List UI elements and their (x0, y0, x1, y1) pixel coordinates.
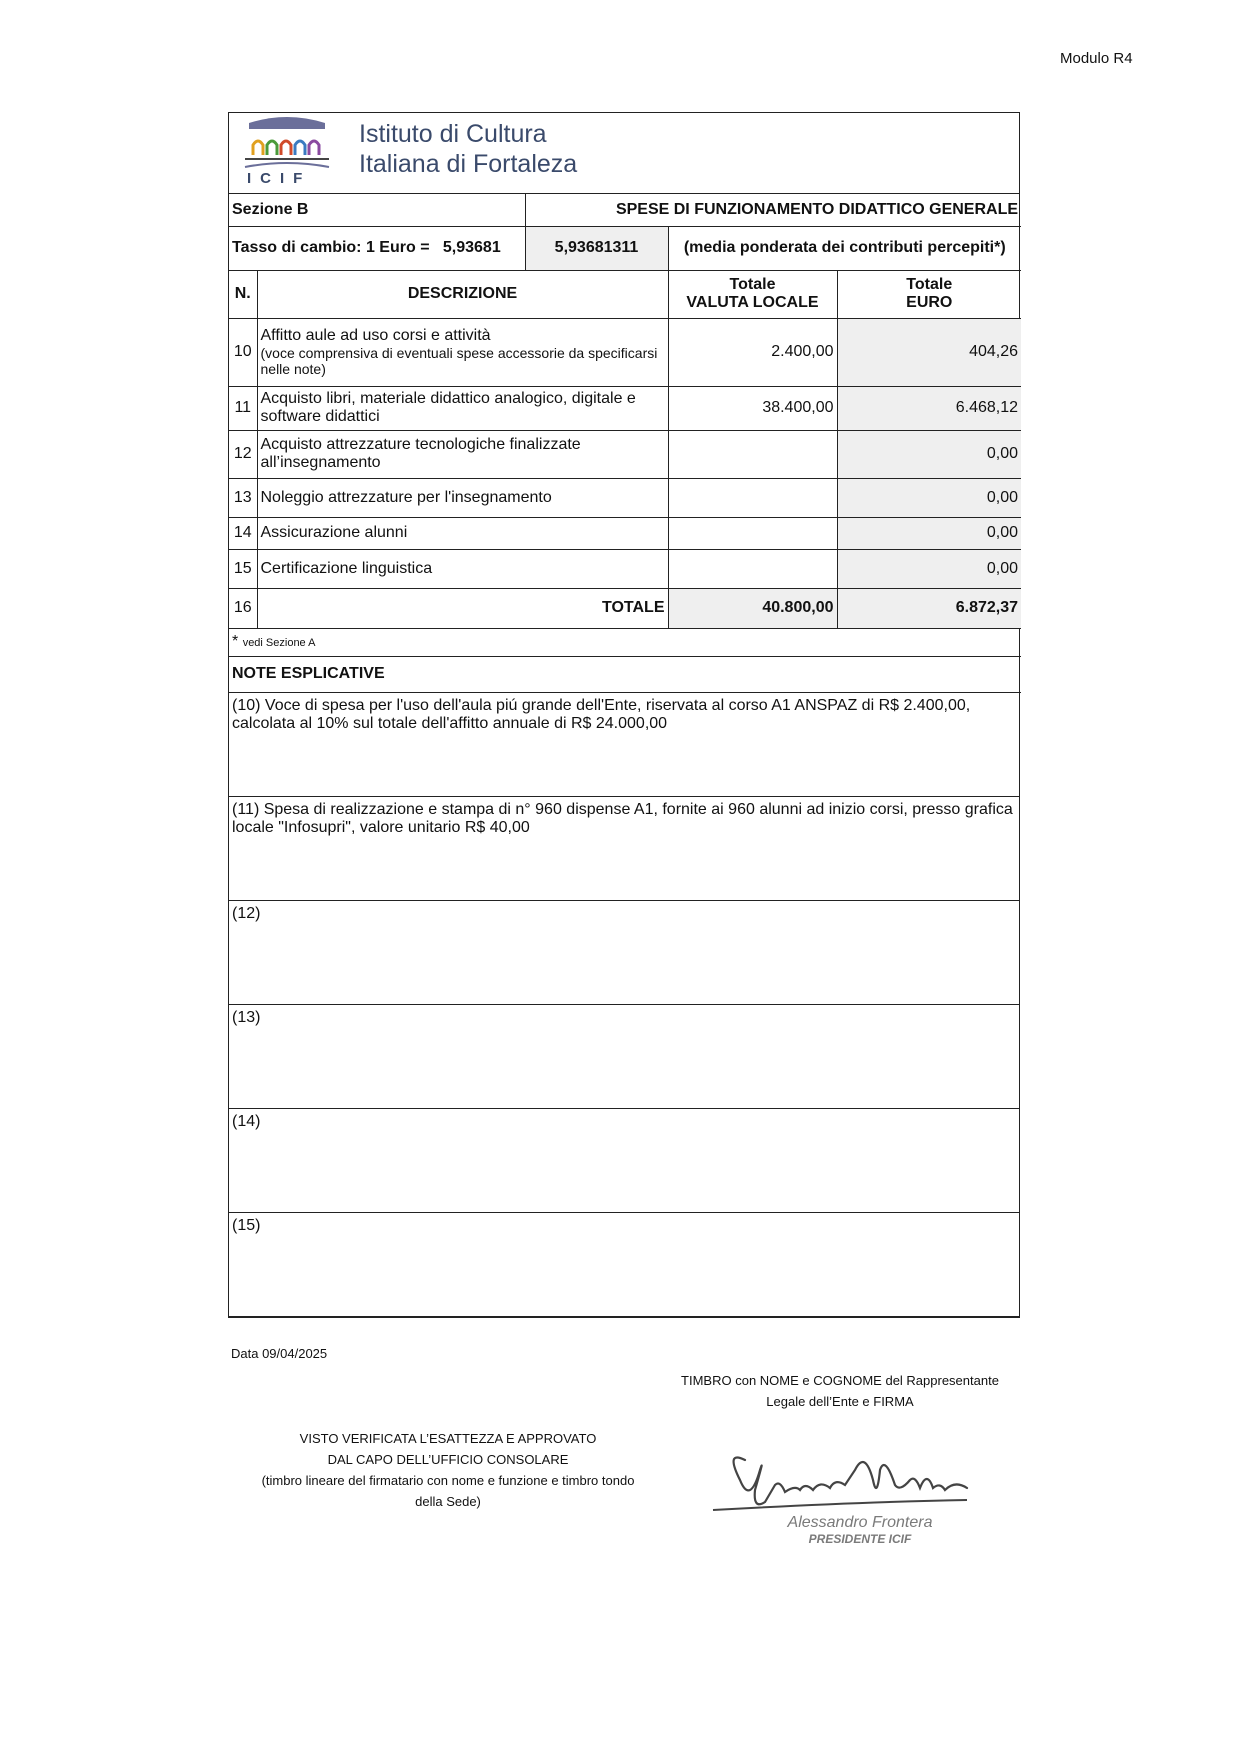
row-description: Acquisto libri, materiale didattico analogico, digitale e software didattici (257, 386, 668, 430)
footnote-text: vedi Sezione A (242, 637, 316, 649)
note-item: (15) (229, 1213, 1019, 1317)
row-description (257, 318, 668, 386)
column-header-description: DESCRIZIONE (257, 270, 668, 318)
column-header-local (668, 270, 837, 318)
stamp-name: Alessandro Frontera (787, 1514, 933, 1531)
row-euro-amount: 0,00 (837, 517, 1021, 549)
form-code: Modulo R4 (1060, 50, 1133, 67)
note-item: (10) Voce di spesa per l'uso dell'aula piú grande dell'Ente, riservata al corso A1 ANSPAZ di R$ 2.400,00, calcolata al 10% sul totale dell'affitto annuale di R$ 24.000,00 (229, 693, 1019, 797)
stamp-role: PRESIDENTE ICIF (808, 1532, 912, 1546)
note-item: (14) (229, 1109, 1019, 1213)
row-local-amount: 2.400,00 (668, 318, 837, 386)
column-header-n: N. (229, 270, 257, 318)
row-description: Noleggio attrezzature per l'insegnamento (257, 478, 668, 517)
consular-approval-line4: della Sede) (415, 1494, 481, 1509)
row-number: 14 (229, 517, 257, 549)
row-description: Certificazione linguistica (257, 549, 668, 588)
section-label: Sezione B (229, 194, 525, 226)
row-local-amount: 38.400,00 (668, 386, 837, 430)
note-item: (12) (229, 901, 1019, 1005)
row-local-amount (668, 517, 837, 549)
row-number: 12 (229, 430, 257, 478)
row-local-amount (668, 549, 837, 588)
document-date: Data 09/04/2025 (231, 1346, 328, 1361)
table-row (229, 549, 1021, 588)
section-title: SPESE DI FUNZIONAMENTO DIDATTICO GENERALE (525, 194, 1021, 226)
logo-header (229, 113, 1019, 194)
expense-form (228, 112, 1020, 1318)
consular-approval-line1: VISTO VERIFICATA L’ESATTEZZA E APPROVATO (299, 1431, 597, 1446)
table-row (229, 478, 1021, 517)
colosseum-logo-icon (239, 115, 335, 187)
notes-title: NOTE ESPLICATIVE (229, 656, 1021, 692)
footnote (229, 628, 1021, 656)
institute-name (359, 119, 577, 179)
row-number: 10 (229, 318, 257, 386)
table-row (229, 430, 1021, 478)
expense-table (229, 194, 1021, 693)
exchange-rate-label (229, 226, 525, 270)
row-local-amount (668, 478, 837, 517)
row-description: Acquisto attrezzature tecnologiche finalizzate all’insegnamento (257, 430, 668, 478)
column-header-euro-line2: EURO (906, 294, 953, 311)
footnote-star: * (232, 633, 239, 650)
row-number: 15 (229, 549, 257, 588)
row-euro-amount: 0,00 (837, 549, 1021, 588)
row-euro-amount: 404,26 (837, 318, 1021, 386)
total-label: TOTALE (257, 588, 668, 628)
row-euro-amount: 6.468,12 (837, 386, 1021, 430)
total-local-amount: 40.800,00 (668, 588, 837, 628)
row-euro-amount: 0,00 (837, 478, 1021, 517)
consular-approval-line2: DAL CAPO DELL’UFFICIO CONSOLARE (327, 1452, 569, 1467)
representative-stamp-line2: Legale dell’Ente e FIRMA (766, 1394, 914, 1409)
exchange-rate-note: (media ponderata dei contributi percepiti*) (668, 226, 1021, 270)
institute-name-line2: Italiana di Fortaleza (359, 150, 578, 178)
row-description: Assicurazione alunni (257, 517, 668, 549)
note-item: (13) (229, 1005, 1019, 1109)
column-header-local-line2: VALUTA LOCALE (686, 294, 819, 311)
row-number: 13 (229, 478, 257, 517)
representative-stamp-line1: TIMBRO con NOME e COGNOME del Rappresentante (681, 1373, 999, 1388)
notes-table (229, 693, 1019, 1318)
consular-approval-line3: (timbro lineare del firmatario con nome e funzione e timbro tondo (261, 1473, 635, 1488)
column-header-local-line1: Totale (729, 276, 776, 293)
row-euro-amount: 0,00 (837, 430, 1021, 478)
table-row (229, 386, 1021, 430)
consular-approval-caption (228, 1428, 668, 1512)
logo-acronym: ICIF (247, 170, 312, 187)
row-description-sub: (voce comprensiva di eventuali spese accessorie da specificarsi nelle note) (260, 345, 658, 377)
row-local-amount (668, 430, 837, 478)
total-number: 16 (229, 588, 257, 628)
note-item: (11) Spesa di realizzazione e stampa di n° 960 dispense A1, fornite ai 960 alunni ad inizio corsi, presso grafica locale "Infosupri", valore unitario R$ 40,00 (229, 797, 1019, 901)
representative-stamp-caption (665, 1370, 1015, 1412)
column-header-euro-line1: Totale (906, 276, 953, 293)
exchange-rate-text: Tasso di cambio: 1 Euro = (232, 239, 430, 256)
column-header-euro (837, 270, 1021, 318)
exchange-rate-full: 5,93681311 (525, 226, 668, 270)
total-euro-amount: 6.872,37 (837, 588, 1021, 628)
total-row (229, 588, 1021, 628)
table-row (229, 318, 1021, 386)
table-row (229, 517, 1021, 549)
exchange-rate-short: 5,93681 (442, 239, 501, 256)
row-description-main: Affitto aule ad uso corsi e attività (260, 327, 491, 344)
institute-name-line1: Istituto di Cultura (359, 120, 547, 148)
row-number: 11 (229, 386, 257, 430)
